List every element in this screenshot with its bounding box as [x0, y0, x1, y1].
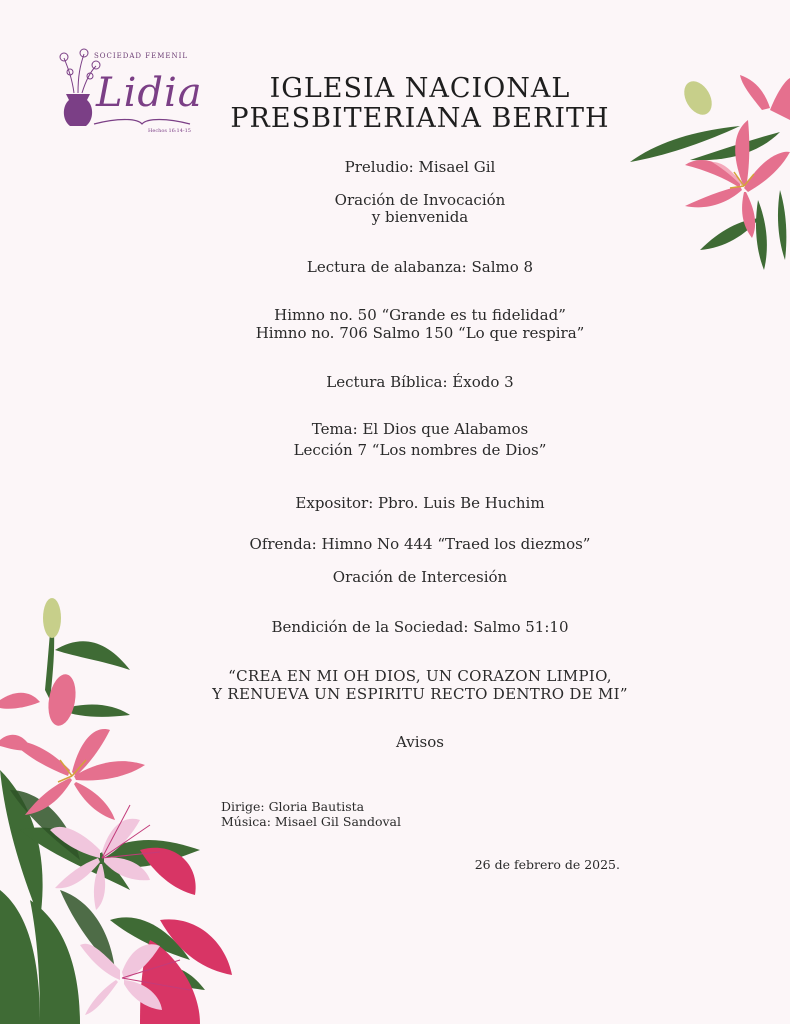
society-logo	[56, 44, 203, 140]
quote-line-2: Y RENUEVA UN ESPIRITU RECTO DENTRO DE MI”	[212, 685, 628, 703]
logo-name: Lidia	[96, 70, 203, 116]
date-line: 26 de febrero de 2025.	[474, 857, 620, 872]
ofrenda-line: Ofrenda: Himno No 444 “Traed los diezmos”	[249, 535, 591, 553]
himno-line-2: Himno no. 706 Salmo 150 “Lo que respira”	[255, 324, 585, 342]
logo-arc-text: SOCIEDAD FEMENIL	[94, 52, 189, 60]
himno-line-1: Himno no. 50 “Grande es tu fidelidad”	[274, 306, 566, 324]
bendicion-line: Bendición de la Sociedad: Salmo 51:10	[271, 618, 569, 636]
lily-flowers-bottom-left-icon	[0, 590, 250, 1024]
invocacion-line-1: Oración de Invocación	[334, 191, 506, 209]
church-title-line1: IGLESIA NACIONAL	[269, 73, 571, 104]
church-title	[200, 74, 640, 134]
tema-line: Tema: El Dios que Alabamos	[311, 420, 529, 438]
dirige-line: Dirige: Gloria Bautista	[221, 799, 365, 814]
lily-flowers-top-right-icon	[630, 70, 790, 280]
lectura-alabanza-line: Lectura de alabanza: Salmo 8	[306, 258, 534, 276]
intercesion-line: Oración de Intercesión	[332, 568, 508, 586]
logo-book-underline	[92, 116, 192, 128]
leccion-line: Lección 7 “Los nombres de Dios”	[293, 441, 547, 459]
invocacion-line-2: y bienvenida	[371, 208, 469, 226]
quote-line-1: “CREA EN MI OH DIOS, UN CORAZON LIMPIO,	[228, 667, 612, 685]
expositor-line: Expositor: Pbro. Luis Be Huchim	[295, 494, 545, 512]
avisos-line: Avisos	[396, 733, 444, 751]
preludio-line: Preludio: Misael Gil	[344, 158, 496, 176]
musica-line: Música: Misael Gil Sandoval	[221, 814, 401, 829]
logo-reference: Hechos 16:14-15	[148, 128, 191, 134]
church-title-line2: PRESBITERIANA BERITH	[230, 103, 610, 134]
lectura-biblica-line: Lectura Bíblica: Éxodo 3	[326, 373, 514, 391]
